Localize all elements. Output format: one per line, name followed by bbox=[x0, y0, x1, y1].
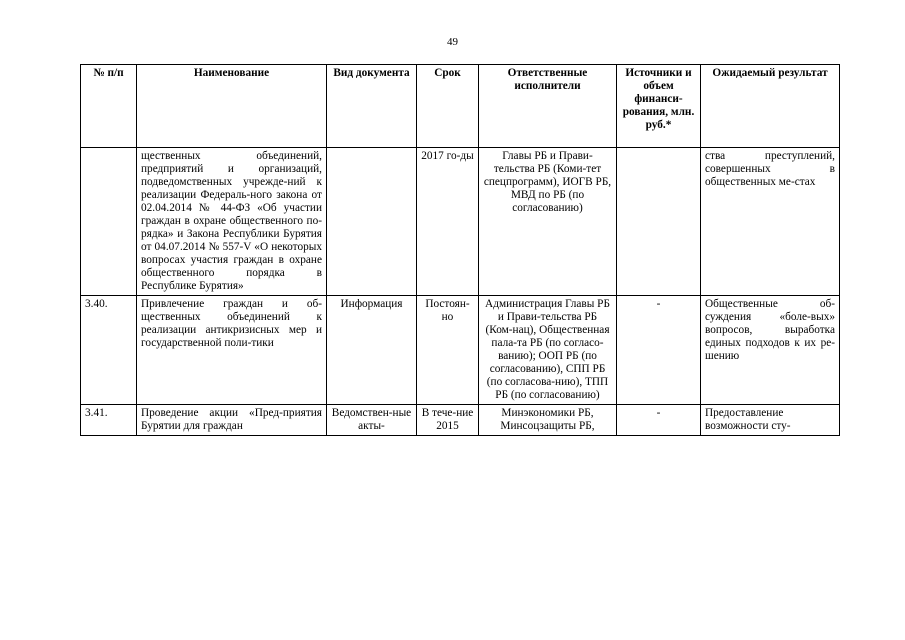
cell-doc-type bbox=[327, 148, 417, 296]
cell-doc-type: Ведомствен-ные акты- bbox=[327, 405, 417, 436]
cell-responsible: Главы РБ и Прави-тельства РБ (Коми-тет спецпрограмм), ИОГВ РБ, МВД по РБ (по согласованию) bbox=[479, 148, 617, 296]
table-row bbox=[81, 405, 840, 436]
cell-funding: - bbox=[617, 296, 701, 405]
header-doc-type: Вид документа bbox=[327, 65, 417, 148]
table-row bbox=[81, 296, 840, 405]
header-responsible: Ответственные исполнители bbox=[479, 65, 617, 148]
cell-responsible: Минэкономики РБ, Минсоцзащиты РБ, bbox=[479, 405, 617, 436]
cell-term: 2017 го-ды bbox=[417, 148, 479, 296]
cell-name: Проведение акции «Пред-приятия Бурятии для граждан bbox=[137, 405, 327, 436]
table-header-row bbox=[81, 65, 840, 148]
cell-result: ства преступлений, совершенных в общественных ме-стах bbox=[701, 148, 840, 296]
header-name: Наименование bbox=[137, 65, 327, 148]
header-number: № п/п bbox=[81, 65, 137, 148]
header-term: Срок bbox=[417, 65, 479, 148]
page-number: 49 bbox=[447, 36, 458, 48]
cell-term: Постоян-но bbox=[417, 296, 479, 405]
cell-number: 3.41. bbox=[81, 405, 137, 436]
cell-term: В тече-ние 2015 bbox=[417, 405, 479, 436]
cell-result: Общественные об-суждения «боле-вых» вопросов, выработка единых подходов к их ре-шению bbox=[701, 296, 840, 405]
cell-funding bbox=[617, 148, 701, 296]
cell-responsible: Администрация Главы РБ и Прави-тельства РБ (Ком-нац), Общественная пала-та РБ (по согласо-ванию); ООП РБ (по согласованию), СПП РБ (по согласова-нию), ТПП РБ (по согласованию) bbox=[479, 296, 617, 405]
cell-name: Привлечение граждан и об-щественных объединений к реализации антикризисных мер и государственной поли-тики bbox=[137, 296, 327, 405]
cell-number: 3.40. bbox=[81, 296, 137, 405]
plan-table bbox=[80, 64, 840, 436]
cell-funding: - bbox=[617, 405, 701, 436]
header-result: Ожидаемый результат bbox=[701, 65, 840, 148]
cell-number bbox=[81, 148, 137, 296]
cell-doc-type: Информация bbox=[327, 296, 417, 405]
header-funding: Источники и объем финанси-рования, млн. руб.* bbox=[617, 65, 701, 148]
cell-name: щественных объединений, предприятий и организаций, подведомственных учрежде-ний к реализации Федераль-ного закона от 02.04.2014 № 44-ФЗ «Об участии граждан в охране общественного по-рядка» и Закона Республики Бурятия от 04.07.2014 № 557-V «О некоторых вопросах участия граждан в охране общественного порядка в Республике Бурятия» bbox=[137, 148, 327, 296]
cell-result: Предоставление возможности сту- bbox=[701, 405, 840, 436]
table-row bbox=[81, 148, 840, 296]
